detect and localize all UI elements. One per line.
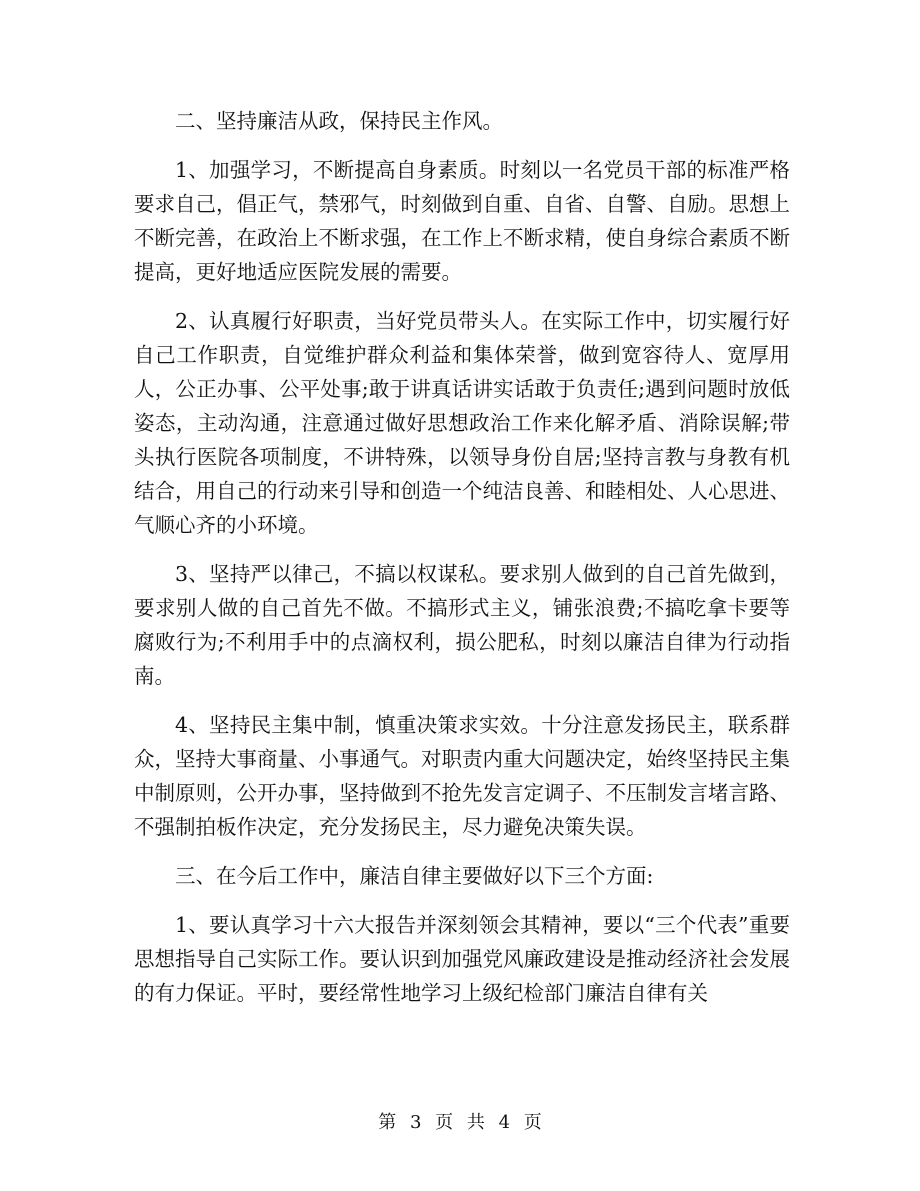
paragraph-gap [134, 693, 790, 708]
paragraph-gap [134, 844, 790, 859]
paragraph-gap [134, 893, 790, 908]
paragraph-item-1: 1、加强学习，不断提高自身素质。时刻以一名党员干部的标准严格要求自己，倡正气，禁邪气，时刻做到自重、自省、自警、自励。思想上不断完善，在政治上不断求强，在工作上不断求精，使自身综合素质不断提高，更好地适应医院发展的需要。 [134, 158, 790, 284]
paragraph-item-2: 2、认真履行好职责，当好党员带头人。在实际工作中，切实履行好自己工作职责，自觉维护群众利益和集体荣誉，做到宽容待人、宽厚用人，公正办事、公平处事;敢于讲真话讲实话敢于负责任;遇到问题时放低姿态，主动沟通，注意通过做好思想政治工作来化解矛盾、消除误解;带头执行医院各项制度，不讲特殊，以领导身份自居;坚持言教与身教有机结合，用自己的行动来引导和创造一个纯洁良善、和睦相处、人心思进、气顺心齐的小环境。 [134, 309, 790, 537]
paragraph-item-1-section-3: 1、要认真学习十六大报告并深刻领会其精神，要以“三个代表”重要思想指导自己实际工作。要认识到加强党风廉政建设是推动经济社会发展的有力保证。平时，要经常性地学习上级纪检部门廉洁自律有关 [134, 913, 790, 1005]
paragraph-item-3: 3、坚持严以律己，不搞以权谋私。要求别人做到的自己首先做到，要求别人做的自己首先不做。不搞形式主义，铺张浪费;不搞吃拿卡要等腐败行为;不利用手中的点滴权利，损公肥私，时刻以廉洁自律为行动指南。 [134, 562, 790, 688]
paragraph-gap [134, 542, 790, 557]
paragraph-item-4: 4、坚持民主集中制，慎重决策求实效。十分注意发扬民主，联系群众，坚持大事商量、小事通气。对职责内重大问题决定，始终坚持民主集中制原则，公开办事，坚持做到不抢先发言定调子、不压制发言堵言路、不强制拍板作决定，充分发扬民主，尽力避免决策失误。 [134, 713, 790, 839]
section-heading-3: 三、在今后工作中，廉洁自律主要做好以下三个方面: [175, 864, 654, 888]
document-body [134, 104, 790, 1010]
page-footer: 第 3 页 共 4 页 [378, 1112, 542, 1133]
paragraph-gap [134, 138, 790, 153]
paragraph-gap [134, 289, 790, 304]
section-heading-2: 二、坚持廉洁从政，保持民主作风。 [175, 109, 503, 133]
